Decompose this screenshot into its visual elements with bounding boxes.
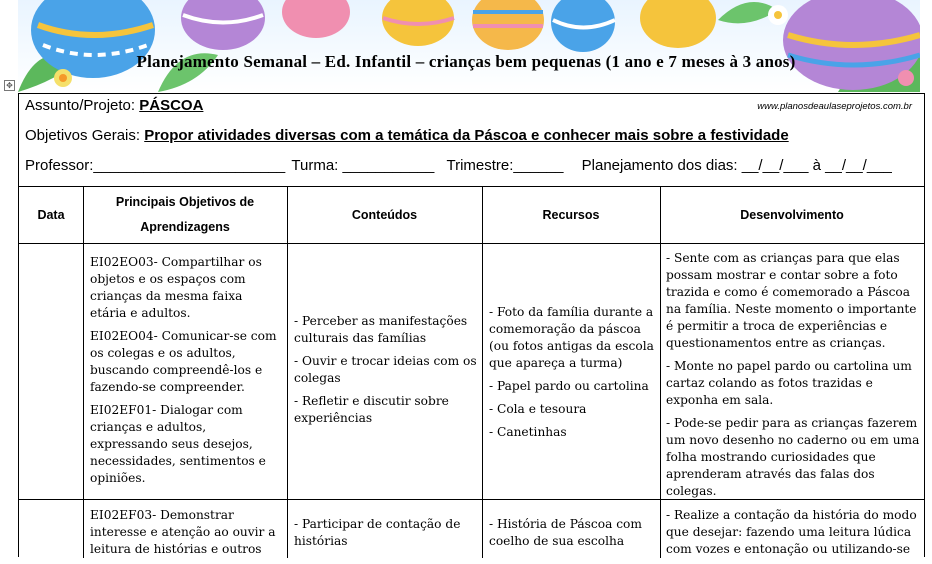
row1-desenvolvimento (666, 250, 922, 506)
easter-eggs-illustration (18, 0, 920, 92)
row1-objetivos (90, 254, 280, 493)
row-divider (19, 243, 924, 244)
objetivo-item: EI02EF03- Demonstrar interesse e atenção ao ouvir a leitura de histórias e outros (90, 508, 276, 556)
objetivos-gerais-label: Objetivos Gerais: (25, 127, 141, 144)
assunto-line (25, 97, 203, 114)
conteudo-item: - Ouvir e trocar ideias com os colegas (294, 354, 477, 385)
content-grid (19, 186, 924, 556)
easter-banner (18, 0, 920, 92)
header-data: Data (37, 207, 65, 222)
page-title: Planejamento Semanal – Ed. Infantil – crianças bem pequenas (1 ano e 7 meses à 3 anos) (136, 52, 796, 71)
table-move-handle-icon[interactable]: ✥ (4, 80, 15, 91)
recurso-item: - Canetinhas (489, 425, 567, 439)
assunto-label: Assunto/Projeto: (25, 97, 136, 114)
recurso-item: - Cola e tesoura (489, 402, 587, 416)
row1-conteudos (294, 313, 478, 433)
header-objetivos-line1: Principais Objetivos de (115, 195, 255, 209)
header-objetivos-line2: Aprendizagens (140, 220, 230, 234)
turma-field: Turma: ___________ (291, 157, 435, 174)
info-line (25, 157, 892, 174)
conteudo-item: - Perceber as manifestações culturais das famílias (294, 314, 468, 345)
planning-table (18, 93, 925, 557)
recurso-item: - Foto da família durante a comemoração da páscoa (ou fotos antigas da escola que apareça a turma) (489, 305, 654, 370)
website-label: www.planosdeaulaseprojetos.com.br (757, 101, 912, 112)
header-recursos: Recursos (542, 207, 600, 222)
objetivo-item: EI02EO03- Compartilhar os objetos e os espaços com crianças da mesma faixa etária e adultos. (90, 255, 262, 320)
row2-objetivos (90, 507, 280, 564)
row1-recursos (489, 304, 657, 447)
professor-field: Professor:_______________________ (25, 157, 286, 174)
assunto-value: PÁSCOA (139, 97, 204, 114)
conteudo-item: - Participar de contação de histórias (294, 517, 461, 548)
header-objetivos (83, 187, 287, 243)
row2-conteudos (294, 516, 478, 556)
objetivos-gerais-value: Propor atividades diversas com a temática da Páscoa e conhecer mais sobre a festividade (144, 127, 789, 144)
objetivo-item: EI02EF01- Dialogar com crianças e adultos, expressando seus desejos, necessidades, sentimentos e opiniões. (90, 403, 266, 485)
desenvolvimento-item: - Pode-se pedir para as crianças fazerem um novo desenho no caderno ou em uma folha mostrando curiosidades que aprenderam através das falas dos colegas. (666, 416, 920, 498)
conteudo-item: - Refletir e discutir sobre experiências (294, 394, 449, 425)
row2-desenvolvimento (666, 507, 922, 564)
header-conteudos: Conteúdos (351, 207, 418, 222)
trimestre-field: Trimestre:______ (446, 157, 564, 174)
desenvolvimento-item: - Sente com as crianças para que elas possam mostrar e contar sobre a foto trazida e como é comemorado a Páscoa na família. Neste momento o importante é permitir a troca de experiências e questionamentos entre as crianças. (666, 251, 917, 350)
objetivos-gerais-line (25, 127, 789, 144)
recurso-item: - Papel pardo ou cartolina (489, 379, 649, 393)
header-desenvolvimento: Desenvolvimento (740, 207, 844, 222)
recurso-item: - História de Páscoa com coelho de sua escolha (489, 517, 642, 548)
row2-recursos (489, 516, 657, 556)
desenvolvimento-item: - Realize a contação da história do modo que desejar: fazendo uma leitura lúdica com vozes e entonação ou utilizando-se (666, 508, 917, 556)
objetivo-item: EI02EO04- Comunicar-se com os colegas e os adultos, buscando compreendê-los e fazendo-se compreender. (90, 329, 277, 394)
planejamento-field: Planejamento dos dias: __/__/___ à __/__/___ (581, 157, 892, 174)
desenvolvimento-item: - Monte no papel pardo ou cartolina um cartaz colando as fotos trazidas e exponha em sala. (666, 359, 912, 407)
